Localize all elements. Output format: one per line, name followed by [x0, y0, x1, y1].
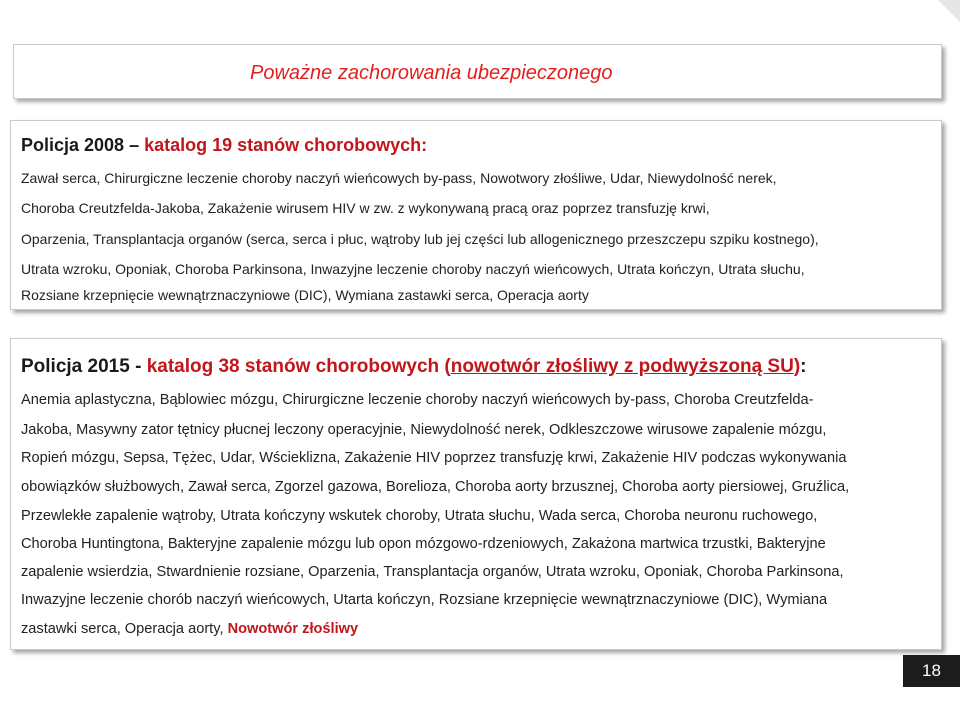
corner-decoration: [938, 0, 960, 22]
section-2015-heading-close: ): [793, 356, 801, 377]
section-2015-heading-colon: :: [800, 356, 807, 377]
section-2015-line: Inwazyjne leczenie chorób naczyń wieńcowych, Utarta kończyn, Rozsiane krzepnięcie wewnątrznaczyniowe (DIC), Wymiana: [21, 592, 828, 608]
section-2008-line: Choroba Creutzfelda-Jakoba, Zakażenie wirusem HIV w zw. z wykonywaną pracą oraz poprzez transfuzję krwi,: [21, 200, 710, 216]
section-2015-heading-underlined: nowotwór złośliwy z podwyższoną SU: [450, 356, 794, 377]
section-2015-line: zapalenie wsierdzia, Stwardnienie rozsiane, Oparzenia, Transplantacja organów, Utrata wzroku, Oponiak, Choroba Parkinsona,: [21, 564, 844, 580]
section-2015-heading-highlight: katalog 38 stanów chorobowych (: [146, 356, 451, 377]
section-2008-line: Rozsiane krzepnięcie wewnątrznaczyniowe (DIC), Wymiana zastawki serca, Operacja aorty: [21, 287, 589, 303]
title-box: [13, 44, 942, 99]
section-2008-heading-highlight: katalog 19 stanów chorobowych:: [144, 135, 428, 155]
section-2015-last-line-highlight: Nowotwór złośliwy: [227, 621, 359, 637]
section-2015-line: obowiązków służbowych, Zawał serca, Zgorzel gazowa, Borelioza, Choroba aorty brzusznej, Choroba aorty piersiowej, Gruźlica,: [21, 479, 850, 495]
section-2015-last-line: [21, 621, 358, 637]
section-2015-heading-prefix: Policja 2015 -: [21, 356, 147, 377]
section-2015-line: Ropień mózgu, Sepsa, Tężec, Udar, Wścieklizna, Zakażenie HIV poprzez transfuzję krwi, Zakażenie HIV podczas wykonywania: [21, 450, 847, 466]
section-2015-line: Jakoba, Masywny zator tętnicy płucnej leczony operacyjnie, Niewydolność nerek, Odkleszczowe wirusowe zapalenie mózgu,: [21, 422, 827, 438]
section-2008-box: [10, 120, 942, 310]
section-2008-heading: [21, 135, 427, 156]
section-2015-line: Przewlekłe zapalenie wątroby, Utrata kończyny wskutek choroby, Utrata słuchu, Wada serca, Choroba neuronu ruchowego,: [21, 508, 818, 524]
section-2008-line: Zawał serca, Chirurgiczne leczenie choroby naczyń wieńcowych by-pass, Nowotwory złośliwe, Udar, Niewydolność nerek,: [21, 170, 777, 186]
section-2015-last-line-text: zastawki serca, Operacja aorty,: [21, 621, 228, 637]
slide-title: Poważne zachorowania ubezpieczonego: [250, 62, 613, 84]
section-2008-line: Utrata wzroku, Oponiak, Choroba Parkinsona, Inwazyjne leczenie choroby naczyń wieńcowych, Utrata kończyn, Utrata słuchu,: [21, 261, 805, 277]
section-2015-line: Choroba Huntingtona, Bakteryjne zapalenie mózgu lub opon mózgowo-rdzeniowych, Zakażona martwica trzustki, Bakteryjne: [21, 536, 826, 552]
section-2008-line: Oparzenia, Transplantacja organów (serca, serca i płuc, wątroby lub jej części lub allogenicznego przeszczepu szpiku kostnego),: [21, 231, 819, 247]
section-2015-line: Anemia aplastyczna, Bąblowiec mózgu, Chirurgiczne leczenie choroby naczyń wieńcowych by-pass, Choroba Creutzfelda-: [21, 392, 814, 408]
section-2015-heading: [21, 356, 806, 378]
page-number-badge: 18: [903, 655, 960, 687]
section-2008-heading-prefix: Policja 2008 –: [21, 135, 145, 155]
section-2015-box: [10, 338, 942, 650]
